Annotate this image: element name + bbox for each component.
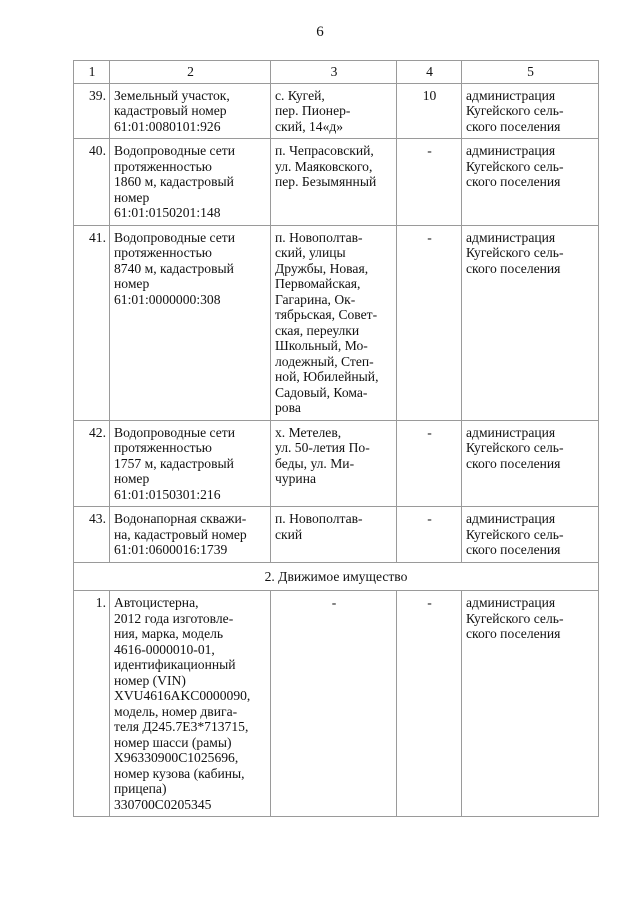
page-number: 6	[316, 24, 324, 40]
object-owner: администрация Кугейского сель- ского поселения	[462, 507, 599, 563]
object-owner: администрация Кугейского сель- ского поселения	[462, 420, 599, 507]
object-owner: администрация Кугейского сель- ского поселения	[462, 83, 599, 139]
table-row	[74, 591, 599, 817]
table-header-row	[74, 61, 599, 84]
object-area: -	[397, 139, 462, 226]
object-address: п. Новополтав- ский	[271, 507, 397, 563]
column-header-3: 3	[271, 61, 397, 84]
column-header-1: 1	[74, 61, 110, 84]
row-number: 40.	[74, 139, 110, 226]
table-row	[74, 139, 599, 226]
section-row	[74, 562, 599, 591]
row-number: 42.	[74, 420, 110, 507]
row-number: 1.	[74, 591, 110, 817]
object-name: Автоцистерна, 2012 года изготовле- ния, марка, модель 4616-0000010-01, идентификационный номер (VIN) XVU4616AKC0000090, модель, номер двига- теля Д245.7Е3*713715, номер шасси (рамы) X96330900C1025696, номер кузова (кабины, прицепа) 330700C0205345	[110, 591, 271, 817]
object-address: х. Метелев, ул. 50-летия По- беды, ул. Ми- чурина	[271, 420, 397, 507]
object-owner: администрация Кугейского сель- ского поселения	[462, 591, 599, 817]
object-address: п. Чепрасовский, ул. Маяковского, пер. Безымянный	[271, 139, 397, 226]
column-header-4: 4	[397, 61, 462, 84]
table-row	[74, 420, 599, 507]
object-name: Земельный участок, кадастровый номер 61:01:0080101:926	[110, 83, 271, 139]
object-area: 10	[397, 83, 462, 139]
object-address: -	[271, 591, 397, 817]
row-number: 41.	[74, 225, 110, 420]
section-title: 2. Движимое имущество	[74, 562, 599, 591]
property-register-table	[73, 60, 599, 817]
object-owner: администрация Кугейского сель- ского поселения	[462, 139, 599, 226]
column-header-5: 5	[462, 61, 599, 84]
row-number: 39.	[74, 83, 110, 139]
object-name: Водопроводные сети протяженностью 1860 м, кадастровый номер 61:01:0150201:148	[110, 139, 271, 226]
object-owner: администрация Кугейского сель- ского поселения	[462, 225, 599, 420]
column-header-2: 2	[110, 61, 271, 84]
object-name: Водопроводные сети протяженностью 1757 м, кадастровый номер 61:01:0150301:216	[110, 420, 271, 507]
table-row	[74, 83, 599, 139]
table-row	[74, 507, 599, 563]
object-name: Водонапорная скважи- на, кадастровый номер 61:01:0600016:1739	[110, 507, 271, 563]
row-number: 43.	[74, 507, 110, 563]
table-row	[74, 225, 599, 420]
object-address: с. Кугей, пер. Пионер- ский, 14«д»	[271, 83, 397, 139]
object-area: -	[397, 225, 462, 420]
object-address: п. Новополтав- ский, улицы Дружбы, Новая, Первомайская, Гагарина, Ок- тябрьская, Совет- ская, переулки Школьный, Мо- лодежный, Степ- ной, Юбилейный, Садовый, Кома- рова	[271, 225, 397, 420]
object-name: Водопроводные сети протяженностью 8740 м, кадастровый номер 61:01:0000000:308	[110, 225, 271, 420]
object-area: -	[397, 420, 462, 507]
object-area: -	[397, 507, 462, 563]
object-area: -	[397, 591, 462, 817]
